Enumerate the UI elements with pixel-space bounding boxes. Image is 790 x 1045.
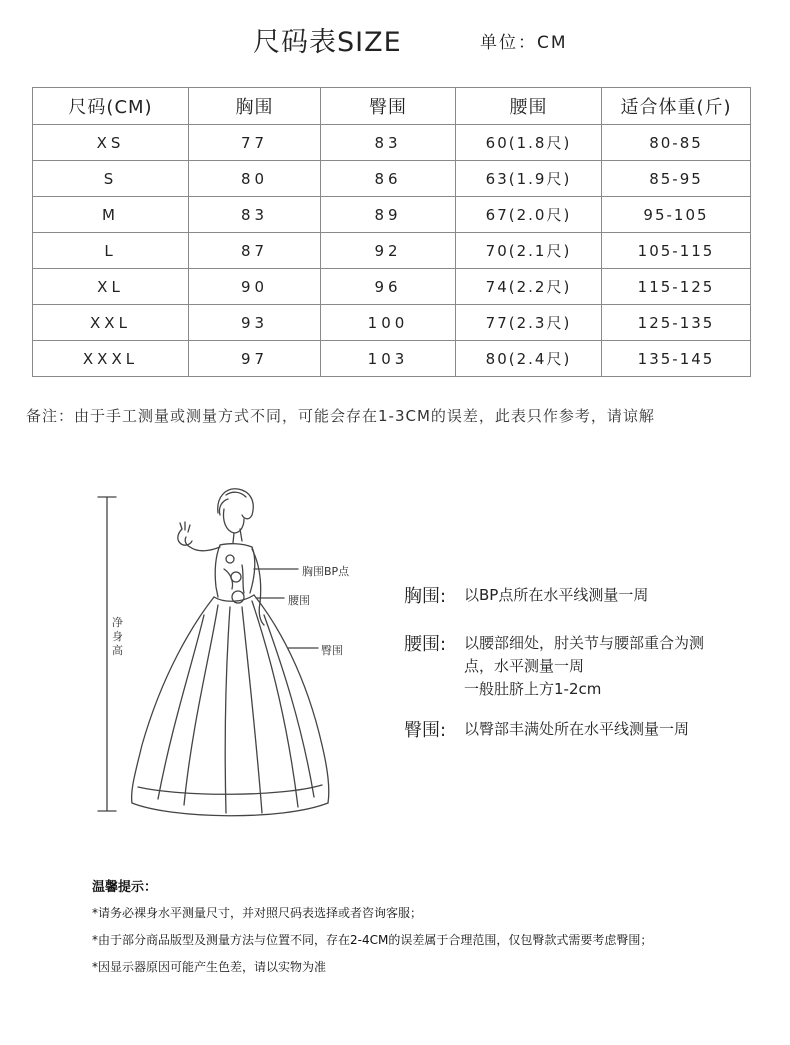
tips-section xyxy=(92,876,652,985)
unit-label: 单位：CM xyxy=(480,33,568,53)
waist-cell: 70(2.1尺) xyxy=(456,233,602,269)
bust-cell: 93 xyxy=(189,305,321,341)
waist-label: 腰围 xyxy=(288,594,310,607)
definition-line: 一般肚脐上方1-2cm xyxy=(464,680,602,698)
weight-cell: 80-85 xyxy=(602,125,751,161)
header xyxy=(0,20,790,60)
weight-cell: 115-125 xyxy=(602,269,751,305)
size-cell: XL xyxy=(33,269,189,305)
hip-cell: 96 xyxy=(321,269,456,305)
table-row xyxy=(33,269,751,305)
measurement-figure xyxy=(92,485,392,830)
definition-line: 以BP点所在水平线测量一周 xyxy=(464,586,649,604)
hip-cell: 89 xyxy=(321,197,456,233)
size-cell: L xyxy=(33,233,189,269)
hip-cell: 83 xyxy=(321,125,456,161)
column-header: 腰围 xyxy=(456,88,602,125)
bust-cell: 83 xyxy=(189,197,321,233)
hip-cell: 100 xyxy=(321,305,456,341)
weight-cell: 85-95 xyxy=(602,161,751,197)
size-cell: M xyxy=(33,197,189,233)
column-header: 适合体重(斤) xyxy=(602,88,751,125)
definition-line: 点，水平测量一周 xyxy=(464,657,585,675)
column-header: 胸围 xyxy=(189,88,321,125)
waist-cell: 77(2.3尺) xyxy=(456,305,602,341)
bust-cell: 97 xyxy=(189,341,321,377)
weight-cell: 125-135 xyxy=(602,305,751,341)
weight-cell: 105-115 xyxy=(602,233,751,269)
bust-bp-label: 胸围BP点 xyxy=(302,565,350,578)
column-header: 臀围 xyxy=(321,88,456,125)
ballgown-sketch-icon xyxy=(92,485,392,830)
tips-title: 温馨提示： xyxy=(92,880,158,895)
bust-cell: 90 xyxy=(189,269,321,305)
waist-cell: 67(2.0尺) xyxy=(456,197,602,233)
definition-line: 以臀部丰满处所在水平线测量一周 xyxy=(464,720,690,738)
disclaimer-note: 备注：由于手工测量或测量方式不同，可能会存在1-3CM的误差，此表只作参考，请谅解 xyxy=(26,407,655,425)
table-header-row xyxy=(33,88,751,125)
column-header: 尺码(CM) xyxy=(33,88,189,125)
height-label: 净身高 xyxy=(112,616,123,657)
weight-cell: 95-105 xyxy=(602,197,751,233)
table-row xyxy=(33,233,751,269)
bust-term: 胸围: xyxy=(404,586,447,607)
bust-cell: 87 xyxy=(189,233,321,269)
hip-cell: 103 xyxy=(321,341,456,377)
table-row xyxy=(33,197,751,233)
waist-term: 腰围: xyxy=(404,634,447,655)
definition-line: 以腰部细处，肘关节与腰部重合为测 xyxy=(464,634,705,652)
size-table xyxy=(32,87,751,377)
waist-cell: 60(1.8尺) xyxy=(456,125,602,161)
waist-cell: 63(1.9尺) xyxy=(456,161,602,197)
tip-line: *请务必裸身水平测量尺寸，并对照尺码表选择或者咨询客服； xyxy=(92,906,423,920)
table-row xyxy=(33,161,751,197)
hip-cell: 86 xyxy=(321,161,456,197)
tip-line: *由于部分商品版型及测量方法与位置不同，存在2-4CM的误差属于合理范围，仅包臀款式需要考虑臀围； xyxy=(92,933,653,947)
hip-cell: 92 xyxy=(321,233,456,269)
size-cell: XXXL xyxy=(33,341,189,377)
table-row xyxy=(33,341,751,377)
table-row xyxy=(33,305,751,341)
hip-label: 臀围 xyxy=(321,644,343,657)
size-cell: XXL xyxy=(33,305,189,341)
size-cell: S xyxy=(33,161,189,197)
page-title: 尺码表SIZE xyxy=(253,27,402,58)
hip-term: 臀围: xyxy=(404,720,447,741)
waist-cell: 74(2.2尺) xyxy=(456,269,602,305)
bust-cell: 80 xyxy=(189,161,321,197)
size-cell: XS xyxy=(33,125,189,161)
tip-line: *因显示器原因可能产生色差，请以实物为准 xyxy=(92,960,327,974)
bust-cell: 77 xyxy=(189,125,321,161)
weight-cell: 135-145 xyxy=(602,341,751,377)
waist-cell: 80(2.4尺) xyxy=(456,341,602,377)
table-row xyxy=(33,125,751,161)
